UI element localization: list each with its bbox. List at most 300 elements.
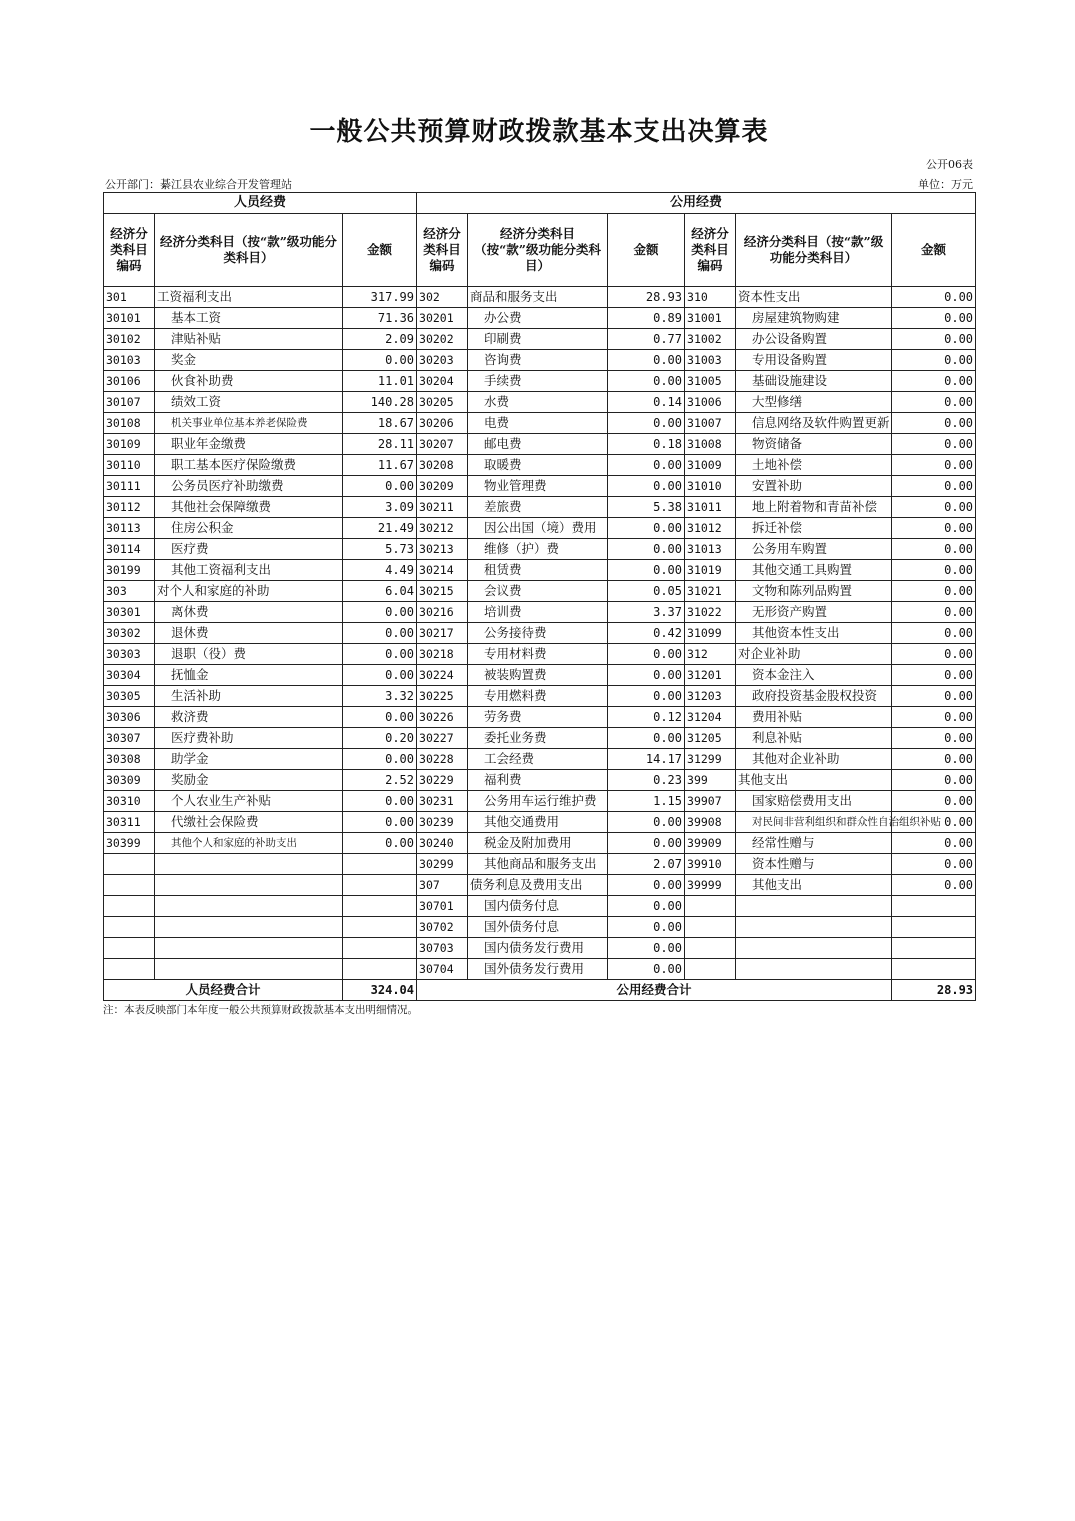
code-cell: 30302 [104,623,155,644]
amount-cell: 0.00 [608,371,685,392]
code-cell: 30206 [417,413,468,434]
name-cell: 被装购置费 [468,665,608,686]
personnel-total-label: 人员经费合计 [104,980,343,1001]
table-row [104,623,976,644]
code-cell: 302 [417,287,468,308]
name-cell: 专用燃料费 [468,686,608,707]
amount-cell [343,917,417,938]
name-cell: 其他资本性支出 [736,623,892,644]
code-cell: 30205 [417,392,468,413]
code-cell: 31007 [685,413,736,434]
section-header-row [104,193,976,214]
amount-cell: 21.49 [343,518,417,539]
table-row [104,896,976,917]
table-note: 注：本表反映部门本年度一般公共预算财政拨款基本支出明细情况。 [103,1004,418,1016]
name-cell: 工会经费 [468,749,608,770]
amount-cell: 0.05 [608,581,685,602]
name-cell: 奖励金 [155,770,343,791]
amount-cell: 0.14 [608,392,685,413]
name-cell: 其他对企业补助 [736,749,892,770]
name-cell: 取暖费 [468,455,608,476]
amount-cell: 0.00 [608,917,685,938]
personnel-total-value: 324.04 [343,980,417,1001]
code-cell: 30301 [104,602,155,623]
section-public: 公用经费 [417,193,976,214]
amount-cell [892,959,976,980]
name-cell: 伙食补助费 [155,371,343,392]
amount-cell: 317.99 [343,287,417,308]
table-row [104,833,976,854]
amount-cell: 0.89 [608,308,685,329]
amount-cell [343,854,417,875]
amount-cell: 0.00 [608,350,685,371]
amount-cell: 0.00 [892,434,976,455]
amount-cell: 0.00 [892,371,976,392]
name-cell [736,896,892,917]
col-amount-right: 金额 [892,214,976,287]
code-cell: 30305 [104,686,155,707]
name-cell: 公务用车购置 [736,539,892,560]
name-cell: 文物和陈列品购置 [736,581,892,602]
code-cell: 30224 [417,665,468,686]
form-number-row [103,152,975,172]
amount-cell: 0.00 [892,539,976,560]
name-cell: 津贴补贴 [155,329,343,350]
amount-cell: 0.12 [608,707,685,728]
code-cell: 30304 [104,665,155,686]
name-cell: 水费 [468,392,608,413]
amount-cell: 0.00 [343,623,417,644]
name-cell: 大型修缮 [736,392,892,413]
name-cell: 政府投资基金股权投资 [736,686,892,707]
name-cell: 对民间非营利组织和群众性自治组织补贴 [736,812,892,833]
code-cell: 31003 [685,350,736,371]
table-row [104,308,976,329]
code-cell: 30703 [417,938,468,959]
code-cell [104,875,155,896]
code-cell: 30225 [417,686,468,707]
amount-cell: 0.00 [892,329,976,350]
name-cell: 物业管理费 [468,476,608,497]
name-cell: 职工基本医疗保险缴费 [155,455,343,476]
table-row [104,644,976,665]
code-cell: 30701 [417,896,468,917]
name-cell: 对企业补助 [736,644,892,665]
amount-cell: 0.00 [892,854,976,875]
amount-cell: 0.00 [892,728,976,749]
code-cell [104,959,155,980]
code-cell: 31019 [685,560,736,581]
table-row [104,539,976,560]
amount-cell: 0.00 [343,833,417,854]
code-cell: 31002 [685,329,736,350]
name-cell: 无形资产购置 [736,602,892,623]
name-cell: 公务员医疗补助缴费 [155,476,343,497]
name-cell: 基本工资 [155,308,343,329]
amount-cell: 0.00 [892,812,976,833]
code-cell: 30107 [104,392,155,413]
code-cell: 30217 [417,623,468,644]
name-cell: 国外债务付息 [468,917,608,938]
public-total-value: 28.93 [892,980,976,1001]
code-cell [104,896,155,917]
name-cell: 公务接待费 [468,623,608,644]
table-row [104,560,976,581]
name-cell [155,854,343,875]
amount-cell: 11.67 [343,455,417,476]
name-cell: 生活补助 [155,686,343,707]
table-row [104,812,976,833]
table-row [104,455,976,476]
amount-cell: 0.00 [343,707,417,728]
code-cell: 30227 [417,728,468,749]
code-cell: 30102 [104,329,155,350]
name-cell: 对个人和家庭的补助 [155,581,343,602]
name-cell: 安置补助 [736,476,892,497]
code-cell: 39907 [685,791,736,812]
code-cell: 30208 [417,455,468,476]
table-row [104,413,976,434]
table-row [104,434,976,455]
code-cell: 31013 [685,539,736,560]
code-cell: 31006 [685,392,736,413]
name-cell: 其他支出 [736,875,892,896]
name-cell: 专用材料费 [468,644,608,665]
table-row [104,770,976,791]
table-row [104,875,976,896]
amount-cell: 0.00 [343,644,417,665]
code-cell [685,917,736,938]
name-cell: 其他商品和服务支出 [468,854,608,875]
amount-cell: 0.00 [892,749,976,770]
code-cell: 30303 [104,644,155,665]
form-number: 公开06表 [926,158,973,171]
name-cell: 其他个人和家庭的补助支出 [155,833,343,854]
table-row [104,938,976,959]
name-cell: 代缴社会保险费 [155,812,343,833]
amount-cell: 0.00 [608,476,685,497]
amount-cell: 28.11 [343,434,417,455]
col-code-right: 经济分类科目编码 [685,214,736,287]
table-row [104,728,976,749]
department-label: 公开部门：綦江县农业综合开发管理站 [105,178,292,191]
name-cell: 国内债务付息 [468,896,608,917]
amount-cell: 0.20 [343,728,417,749]
amount-cell: 0.00 [343,665,417,686]
code-cell: 31205 [685,728,736,749]
code-cell: 30113 [104,518,155,539]
amount-cell: 0.00 [892,770,976,791]
amount-cell: 0.42 [608,623,685,644]
code-cell: 30204 [417,371,468,392]
code-cell: 31021 [685,581,736,602]
code-cell: 31009 [685,455,736,476]
amount-cell: 0.77 [608,329,685,350]
code-cell [685,896,736,917]
code-cell: 30307 [104,728,155,749]
code-cell: 312 [685,644,736,665]
amount-cell: 0.23 [608,770,685,791]
code-cell: 39999 [685,875,736,896]
name-cell: 救济费 [155,707,343,728]
name-cell: 机关事业单位基本养老保险费 [155,413,343,434]
table-row [104,476,976,497]
name-cell: 债务利息及费用支出 [468,875,608,896]
code-cell: 30299 [417,854,468,875]
code-cell: 30114 [104,539,155,560]
name-cell: 资本金注入 [736,665,892,686]
code-cell: 31012 [685,518,736,539]
col-amount-left: 金额 [343,214,417,287]
amount-cell: 0.00 [892,350,976,371]
amount-cell: 0.00 [892,602,976,623]
code-cell: 30110 [104,455,155,476]
name-cell [736,959,892,980]
table-row [104,350,976,371]
code-cell: 30702 [417,917,468,938]
amount-cell: 0.00 [608,833,685,854]
name-cell: 资本性赠与 [736,854,892,875]
name-cell: 其他工资福利支出 [155,560,343,581]
name-cell: 房屋建筑物购建 [736,308,892,329]
name-cell: 国内债务发行费用 [468,938,608,959]
code-cell: 30211 [417,497,468,518]
code-cell [685,938,736,959]
name-cell: 咨询费 [468,350,608,371]
name-cell: 土地补偿 [736,455,892,476]
amount-cell: 0.00 [608,959,685,980]
amount-cell: 0.00 [608,644,685,665]
amount-cell: 0.00 [892,560,976,581]
code-cell: 30199 [104,560,155,581]
name-cell: 其他支出 [736,770,892,791]
amount-cell: 0.00 [608,728,685,749]
code-cell: 31204 [685,707,736,728]
amount-cell: 0.00 [608,665,685,686]
expenditure-table [103,192,976,1001]
code-cell: 30310 [104,791,155,812]
code-cell: 30103 [104,350,155,371]
name-cell: 印刷费 [468,329,608,350]
name-cell: 国家赔偿费用支出 [736,791,892,812]
amount-cell: 140.28 [343,392,417,413]
table-body [104,287,976,980]
code-cell: 30311 [104,812,155,833]
name-cell: 税金及附加费用 [468,833,608,854]
name-cell: 邮电费 [468,434,608,455]
code-cell: 31005 [685,371,736,392]
code-cell: 307 [417,875,468,896]
name-cell: 医疗费 [155,539,343,560]
table-row [104,287,976,308]
name-cell: 国外债务发行费用 [468,959,608,980]
col-name-left: 经济分类科目（按“款”级功能分类科目） [155,214,343,287]
code-cell: 39908 [685,812,736,833]
name-cell: 委托业务费 [468,728,608,749]
amount-cell: 0.00 [892,833,976,854]
amount-cell: 0.00 [892,623,976,644]
amount-cell: 0.00 [608,938,685,959]
section-personnel: 人员经费 [104,193,417,214]
table-row [104,917,976,938]
name-cell: 资本性支出 [736,287,892,308]
code-cell: 30101 [104,308,155,329]
name-cell [155,875,343,896]
code-cell: 30704 [417,959,468,980]
amount-cell: 0.00 [892,392,976,413]
table-row [104,686,976,707]
code-cell: 30216 [417,602,468,623]
name-cell: 离休费 [155,602,343,623]
amount-cell: 0.00 [343,791,417,812]
col-name-mid: 经济分类科目（按“款”级功能分类科目） [468,214,608,287]
code-cell: 31201 [685,665,736,686]
name-cell: 会议费 [468,581,608,602]
amount-cell: 3.09 [343,497,417,518]
amount-cell [343,959,417,980]
code-cell: 303 [104,581,155,602]
amount-cell [343,938,417,959]
name-cell: 住房公积金 [155,518,343,539]
amount-cell: 1.15 [608,791,685,812]
code-cell [104,854,155,875]
code-cell: 31008 [685,434,736,455]
amount-cell: 0.00 [343,749,417,770]
code-cell: 30106 [104,371,155,392]
code-cell: 30308 [104,749,155,770]
code-cell: 39909 [685,833,736,854]
code-cell: 30209 [417,476,468,497]
name-cell: 费用补贴 [736,707,892,728]
amount-cell: 0.00 [892,644,976,665]
amount-cell: 0.00 [892,287,976,308]
code-cell: 31203 [685,686,736,707]
amount-cell [892,938,976,959]
table-row [104,581,976,602]
code-cell [104,917,155,938]
name-cell: 利息补贴 [736,728,892,749]
amount-cell: 0.00 [608,686,685,707]
name-cell: 福利费 [468,770,608,791]
code-cell: 30228 [417,749,468,770]
name-cell: 租赁费 [468,560,608,581]
name-cell: 绩效工资 [155,392,343,413]
code-cell: 30202 [417,329,468,350]
amount-cell: 0.00 [608,413,685,434]
table-row [104,329,976,350]
code-cell: 31022 [685,602,736,623]
table-row [104,602,976,623]
amount-cell: 18.67 [343,413,417,434]
code-cell: 30231 [417,791,468,812]
amount-cell: 5.73 [343,539,417,560]
budget-sheet [103,112,975,1019]
table-row [104,749,976,770]
amount-cell: 0.00 [343,602,417,623]
code-cell [104,938,155,959]
name-cell: 其他交通工具购置 [736,560,892,581]
amount-cell: 0.00 [608,560,685,581]
name-cell: 维修（护）费 [468,539,608,560]
code-cell: 30229 [417,770,468,791]
name-cell: 助学金 [155,749,343,770]
amount-cell: 0.00 [892,665,976,686]
page-title: 一般公共预算财政拨款基本支出决算表 [309,117,769,147]
code-cell: 31010 [685,476,736,497]
code-cell: 310 [685,287,736,308]
table-row [104,392,976,413]
code-cell: 30112 [104,497,155,518]
amount-cell: 6.04 [343,581,417,602]
amount-cell: 0.00 [608,455,685,476]
code-cell: 31099 [685,623,736,644]
name-cell: 劳务费 [468,707,608,728]
amount-cell: 0.00 [892,497,976,518]
amount-cell: 0.18 [608,434,685,455]
amount-cell: 3.32 [343,686,417,707]
amount-cell: 0.00 [892,791,976,812]
code-cell: 30207 [417,434,468,455]
name-cell: 医疗费补助 [155,728,343,749]
amount-cell: 0.00 [892,455,976,476]
name-cell [736,917,892,938]
amount-cell: 0.00 [892,476,976,497]
col-code-left: 经济分类科目编码 [104,214,155,287]
column-header-row [104,214,976,287]
name-cell: 专用设备购置 [736,350,892,371]
name-cell: 退休费 [155,623,343,644]
code-cell: 30212 [417,518,468,539]
amount-cell: 0.00 [343,476,417,497]
amount-cell: 28.93 [608,287,685,308]
code-cell: 30213 [417,539,468,560]
name-cell: 公务用车运行维护费 [468,791,608,812]
col-amount-mid: 金额 [608,214,685,287]
amount-cell: 4.49 [343,560,417,581]
name-cell: 培训费 [468,602,608,623]
code-cell: 301 [104,287,155,308]
name-cell [155,959,343,980]
amount-cell: 0.00 [892,518,976,539]
code-cell: 30218 [417,644,468,665]
code-cell: 30399 [104,833,155,854]
amount-cell [892,896,976,917]
code-cell: 30239 [417,812,468,833]
table-row [104,497,976,518]
name-cell: 地上附着物和青苗补偿 [736,497,892,518]
name-cell: 奖金 [155,350,343,371]
table-row [104,371,976,392]
amount-cell: 2.52 [343,770,417,791]
amount-cell: 0.00 [343,350,417,371]
code-cell: 31001 [685,308,736,329]
name-cell: 商品和服务支出 [468,287,608,308]
totals-row [104,980,976,1001]
name-cell: 因公出国（境）费用 [468,518,608,539]
amount-cell: 14.17 [608,749,685,770]
name-cell: 工资福利支出 [155,287,343,308]
code-cell: 30203 [417,350,468,371]
code-cell: 31011 [685,497,736,518]
name-cell [736,938,892,959]
amount-cell: 2.09 [343,329,417,350]
amount-cell: 0.00 [608,539,685,560]
table-row [104,959,976,980]
amount-cell: 0.00 [608,875,685,896]
code-cell: 30111 [104,476,155,497]
amount-cell [343,875,417,896]
unit-label: 单位：万元 [918,178,973,191]
